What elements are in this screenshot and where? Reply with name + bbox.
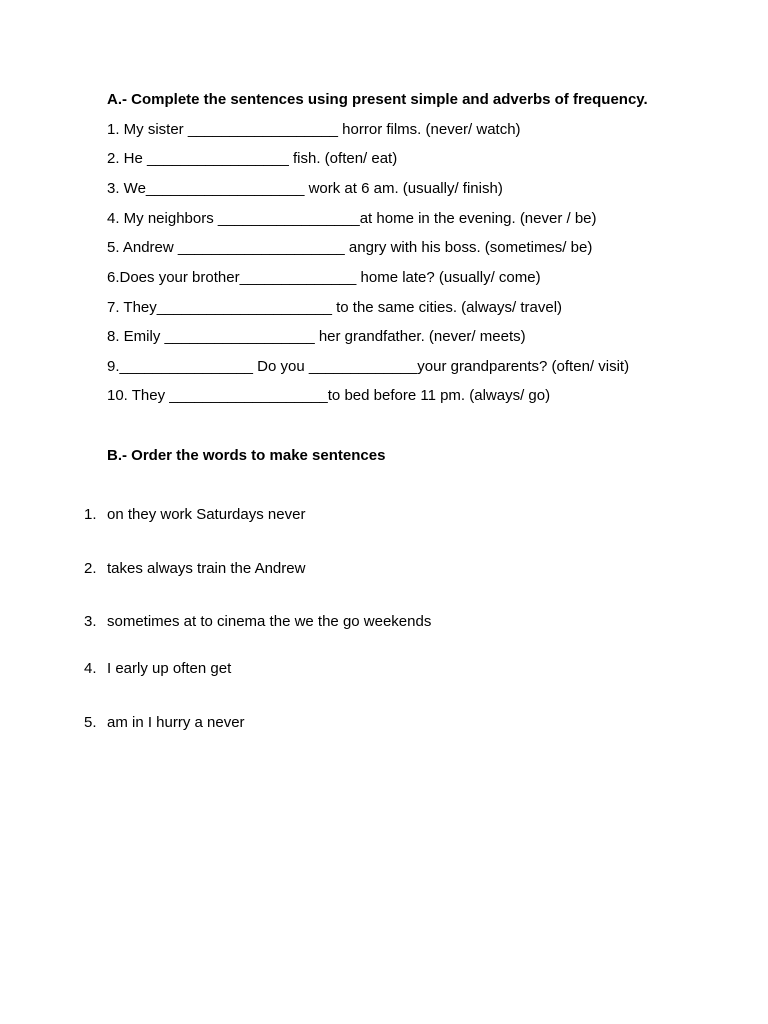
list-number: 5. (84, 714, 97, 731)
section-a-title: A.- Complete the sentences using present simple and adverbs of frequency. (107, 91, 648, 108)
section-a-item-10: 10. They ___________________to bed before 11 pm. (always/ go) (107, 387, 551, 404)
list-item-text: on they work Saturdays never (107, 506, 306, 523)
section-a-item-1: 1. My sister __________________ horror films. (never/ watch) (107, 121, 521, 138)
list-number: 4. (84, 660, 97, 677)
section-a-item-4: 4. My neighbors _________________at home in the evening. (never / be) (107, 210, 597, 227)
list-number: 1. (84, 506, 97, 523)
list-item-text: am in I hurry a never (107, 714, 245, 731)
section-a-item-9: 9.________________ Do you _____________your grandparents? (often/ visit) (107, 358, 630, 375)
section-a-item-8: 8. Emily __________________ her grandfather. (never/ meets) (107, 328, 526, 345)
section-a-item-5: 5. Andrew ____________________ angry with his boss. (sometimes/ be) (107, 239, 593, 256)
list-number: 3. (84, 613, 97, 630)
section-a-item-3: 3. We___________________ work at 6 am. (usually/ finish) (107, 180, 503, 197)
section-b-title: B.- Order the words to make sentences (107, 447, 386, 464)
list-number: 2. (84, 560, 97, 577)
section-a-item-6: 6.Does your brother______________ home late? (usually/ come) (107, 269, 541, 286)
section-a-item-2: 2. He _________________ fish. (often/ eat) (107, 150, 398, 167)
section-a-item-7: 7. They_____________________ to the same cities. (always/ travel) (107, 299, 563, 316)
list-item-text: I early up often get (107, 660, 232, 677)
list-item-text: sometimes at to cinema the we the go weekends (107, 613, 432, 630)
list-item-text: takes always train the Andrew (107, 560, 306, 577)
